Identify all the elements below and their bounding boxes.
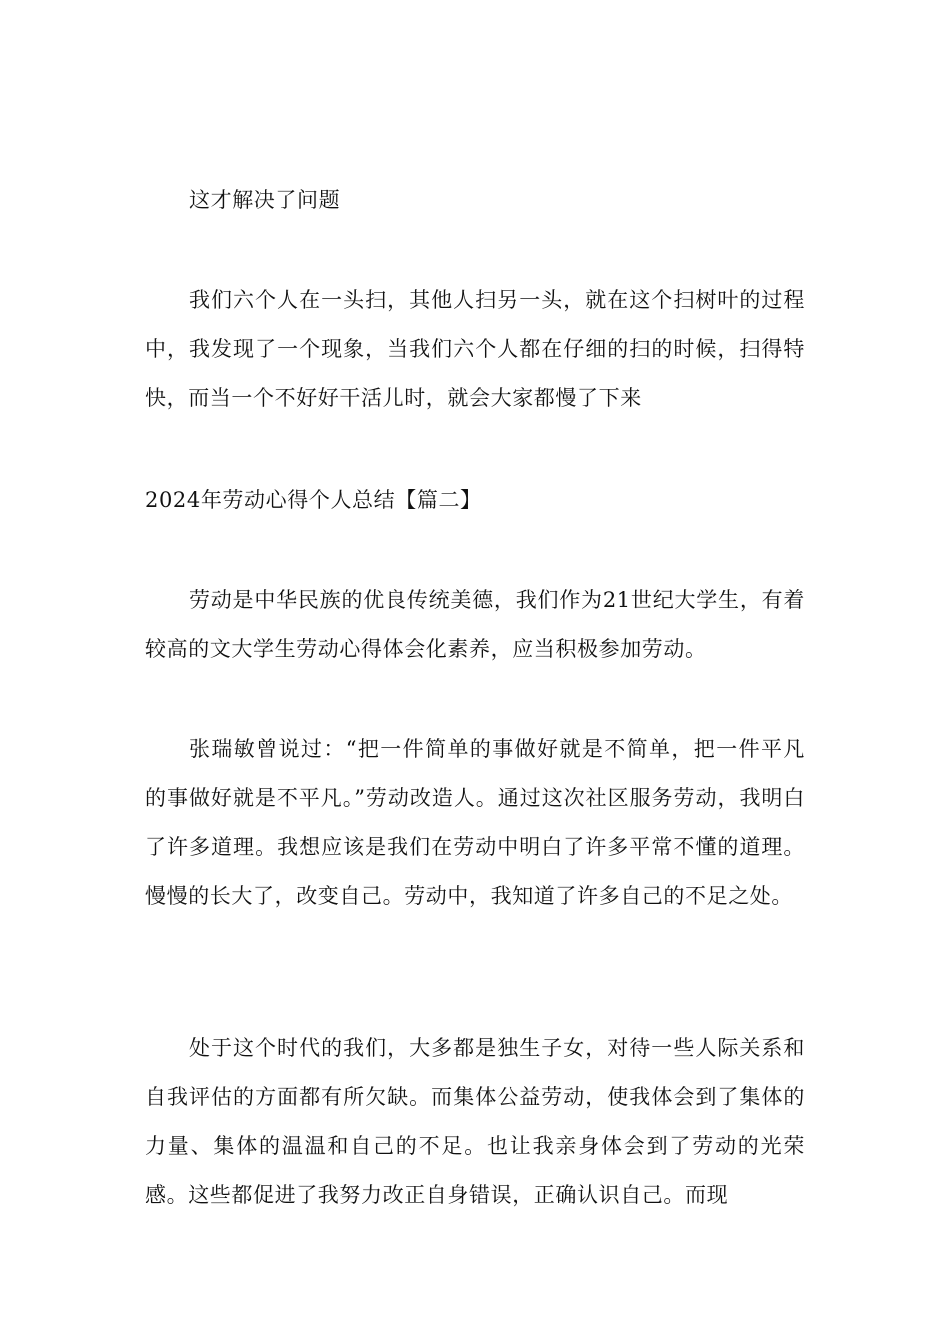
paragraph-sweeping-leaves: 我们六个人在一头扫，其他人扫另一头，就在这个扫树叶的过程中，我发现了一个现象，当我们六个人都在仔细的扫的时候，扫得特快，而当一个不好好干活儿时，就会大家都慢了下来 bbox=[145, 288, 805, 410]
paragraph-collective-labor: 处于这个时代的我们，大多都是独生子女，对待一些人际关系和自我评估的方面都有所欠缺。而集体公益劳动，使我体会到了集体的力量、集体的温温和自己的不足。也让我亲身体会到了劳动的光荣感。这些都促进了我努力改正自身错误，正确认识自己。而现 bbox=[145, 1036, 805, 1207]
paragraph-zhang-ruimin-quote: 张瑞敏曾说过：“把一件简单的事做好就是不简单，把一件平凡的事做好就是不平凡。”劳动改造人。通过这次社区服务劳动，我明白了许多道理。我想应该是我们在劳动中明白了许多平常不懂的道理。慢慢的长大了，改变自己。劳动中，我知道了许多自己的不足之处。 bbox=[145, 737, 805, 908]
paragraph-problem-solved: 这才解决了问题 bbox=[189, 188, 341, 212]
paragraph-labor-virtue: 劳动是中华民族的优良传统美德，我们作为21世纪大学生，有着较高的文大学生劳动心得体会化素养，应当积极参加劳动。 bbox=[145, 588, 805, 661]
section-heading: 2024年劳动心得个人总结【篇二】 bbox=[145, 488, 482, 512]
